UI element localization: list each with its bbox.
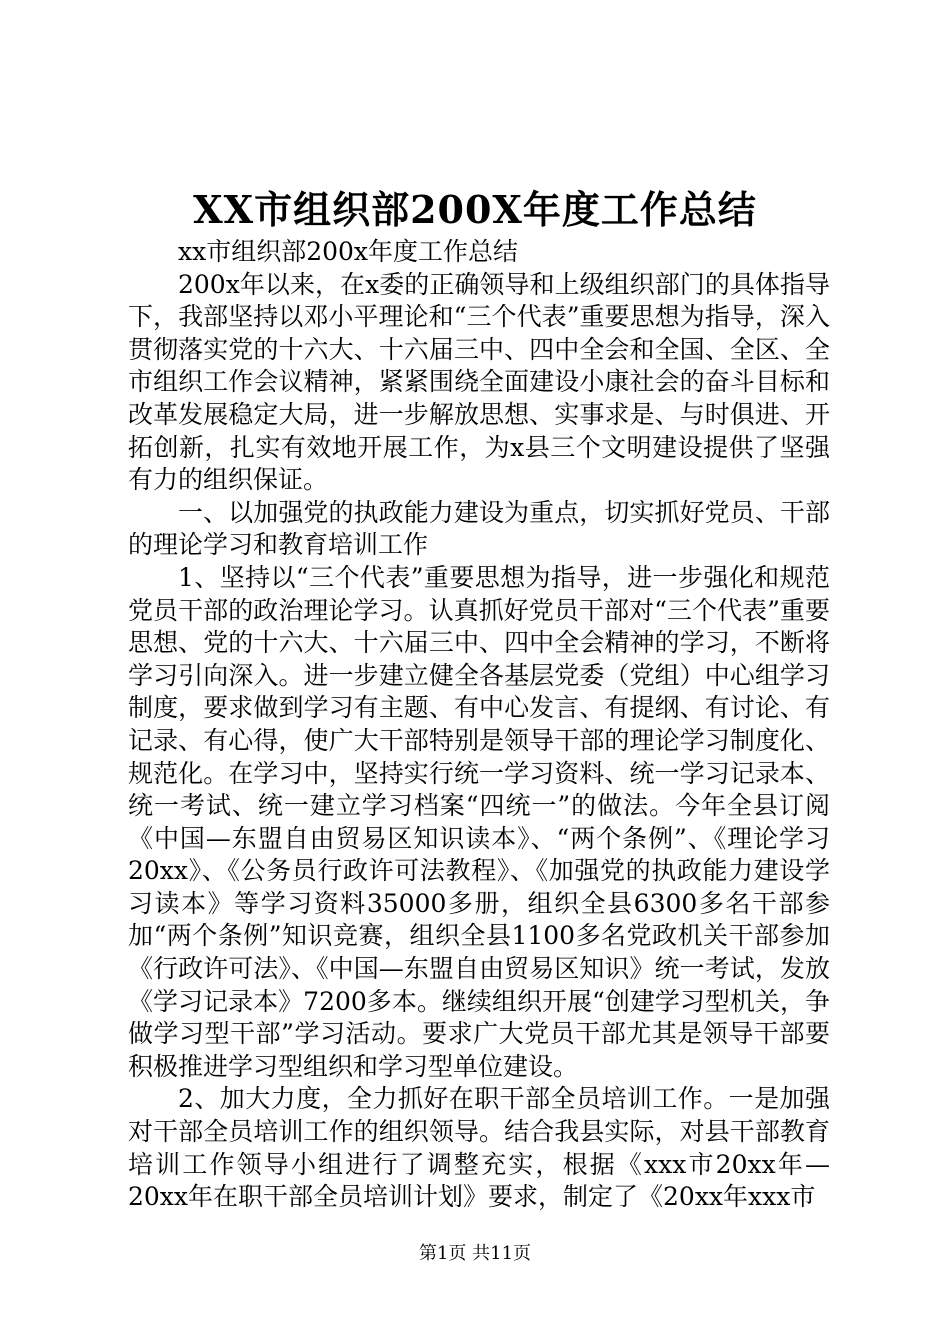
- intro-paragraph: 200x年以来，在x委的正确领导和上级组织部门的具体指导下，我部坚持以邓小平理论和“三个代表”重要思想为指导，深入贯彻落实党的十六大、十六届三中、四中全会和全国、全区、全市组织工作会议精神，紧紧围绕全面建设小康社会的奋斗目标和改革发展稳定大局，进一步解放思想、实事求是、与时俱进、开拓创新，扎实有效地开展工作，为x县三个文明建设提供了坚强有力的组织保证。: [128, 269, 830, 495]
- document-title: XX市组织部200X年度工作总结: [193, 187, 757, 232]
- item-paragraph-1: 1、坚持以“三个代表”重要思想为指导，进一步强化和规范党员干部的政治理论学习。认真抓好党员干部对“三个代表”重要思想、党的十六大、十六届三中、四中全会精神的学习，不断将学习引向深入。进一步建立健全各基层党委（党组）中心组学习制度，要求做到学习有主题、有中心发言、有提纲、有讨论、有记录、有心得，使广大干部特别是领导干部的理论学习制度化、规范化。在学习中，坚持实行统一学习资料、统一学习记录本、统一考试、统一建立学习档案“四统一”的做法。今年全县订阅《中国—东盟自由贸易区知识读本》、“两个条例”、《理论学习20xx》、《公务员行政许可法教程》、《加强党的执政能力建设学习读本》等学习资料35000多册，组织全县6300多名干部参加“两个条例”知识竞赛，组织全县1100多名党政机关干部参加《行政许可法》、《中国—东盟自由贸易区知识》统一考试，发放《学习记录本》7200多本。继续组织开展“创建学习型机关，争做学习型干部”学习活动。要求广大党员干部尤其是领导干部要积极推进学习型组织和学习型单位建设。: [128, 562, 830, 1081]
- page-footer: 第1页 共11页: [418, 1243, 532, 1264]
- document-body: [128, 236, 830, 1214]
- section-heading-1: 一、以加强党的执政能力建设为重点，切实抓好党员、干部的理论学习和教育培训工作: [128, 497, 830, 560]
- subtitle-paragraph: xx市组织部200x年度工作总结: [178, 237, 519, 266]
- item-paragraph-2: 2、加大力度，全力抓好在职干部全员培训工作。一是加强对干部全员培训工作的组织领导。结合我县实际，对县干部教育培训工作领导小组进行了调整充实，根据《xxx市20xx年—20xx年在职干部全员培训计划》要求，制定了《20xx年xxx市: [128, 1084, 830, 1212]
